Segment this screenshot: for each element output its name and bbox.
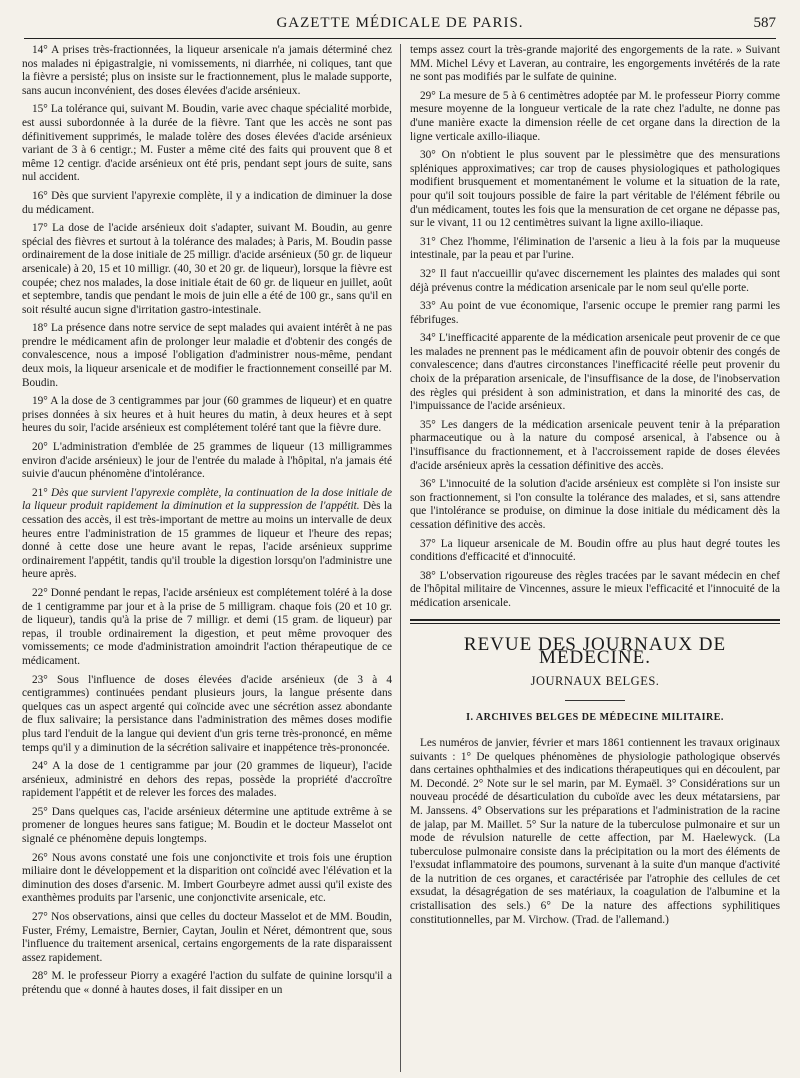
paragraph-text: La présence dans notre service de sept malades qui avaient intérêt à ne pas prendre le médicament afin de prolonger leur maladie et d'obtenir des congés de convalescence, nous a imposé l'obligation d'administrer nous-même, pendant deux mois, la liqueur arsenicale et de modifier le fractionnement conseillé par M. Boudin. bbox=[22, 322, 392, 389]
paragraph-number: 26° bbox=[32, 851, 48, 864]
paragraph-text: A prises très-fractionnées, la liqueur arsenicale n'a jamais déterminé chez nos malades ni épigastralgie, ni vomissements, ni diarrhée, ni coliques, tant que la fièvre a persisté; plus on insiste sur le fractionnement, plus le malade supporte, sans aucun inconvénient, des doses élevées d'acide arsénieux. bbox=[22, 44, 392, 97]
archives-heading: I. ARCHIVES BELGES DE MÉDECINE MILITAIRE. bbox=[466, 712, 724, 724]
paragraph-text: La mesure de 5 à 6 centimètres adoptée par M. le professeur Piorry comme mesure moyenne de la longueur verticale de la rate chez l'adulte, ne donne pas d'une manière exacte la dimension réelle de cet organe dans la direction de la ligne verticale axillo-iliaque. bbox=[410, 89, 780, 143]
paragraph-number: 38° bbox=[420, 569, 436, 582]
paragraph-number: 37° bbox=[420, 537, 436, 550]
paragraph bbox=[22, 322, 392, 390]
paragraph-number: 25° bbox=[32, 805, 48, 818]
paragraph-text: Dès la cessation des accès, il est très-important de mettre au moins un intervalle de deux heures entre l'administration de 15 grammes de liqueur et l'heure des repas; donné à cette dose une heure avant le repas, l'acide arsénieux supprime ordinairement l'appétit, tandis qu'il trouble la digestion lorsqu'on l'administre une heure après. bbox=[22, 500, 392, 581]
paragraph bbox=[410, 149, 780, 231]
paragraph bbox=[22, 911, 392, 965]
paragraph bbox=[410, 44, 780, 85]
paragraph bbox=[410, 332, 780, 414]
right-column bbox=[410, 44, 780, 1072]
paragraph-text: Dès que survient l'apyrexie complète, il y a indication de diminuer la dose du médicament. bbox=[22, 189, 392, 216]
section-rule-thin bbox=[410, 623, 780, 624]
paragraph-text: La liqueur arsenicale de M. Boudin offre au plus haut degré toutes les conditions d'efficacité et d'innocuité. bbox=[410, 537, 780, 564]
paragraph-text: Les dangers de la médication arsenicale peuvent tenir à la préparation pharmaceutique ou à la nature du composé arsenical, à l'absence ou à l'insuffisance du fractionnement, et à l'accroissement rapide de doses élevées d'acide arsénieux après la cessation définitive des accès. bbox=[410, 418, 780, 472]
paragraph-text: Dans quelques cas, l'acide arsénieux détermine une aptitude extrême à se promener de longues heures sans fatigue; M. Boudin et le docteur Masselot ont signalé ce phénomène depuis longtemps. bbox=[22, 805, 392, 846]
paragraph-number: 21° bbox=[32, 486, 48, 499]
journal-title: GAZETTE MÉDICALE DE PARIS. bbox=[276, 15, 524, 31]
section-rule bbox=[410, 619, 780, 621]
paragraph bbox=[22, 674, 392, 756]
paragraph-number: 34° bbox=[420, 332, 436, 345]
paragraph-text: Nous avons constaté une fois une conjonctivite et trois fois une éruption miliaire dont le développement et la disparition ont coïncidé avec l'élévation et la diminution des doses d'arsenic. M. Imbert Gourbeyre admet aussi qu'il existe des exanthèmes produits par l'arsenic, une conjonctivite arsenicale, etc. bbox=[22, 851, 392, 905]
paragraph-number: 16° bbox=[32, 189, 48, 202]
paragraph-number: 36° bbox=[420, 478, 436, 491]
paragraph-number: 15° bbox=[32, 103, 48, 116]
paragraph-number: 18° bbox=[32, 322, 48, 335]
revue-body: Les numéros de janvier, février et mars 1861 contiennent les travaux originaux suivants : 1° De quelques phénomènes de physiologie pathologique observés dans certaines ophthalmies et des indications thérapeutiques qui en découlent, par M. Decondé. 2° Note sur le sel marin, par M. Eymaël. 3° Considérations sur un nouveau procédé de désarticulation du cuboïde avec les deux métatarsiens, par M. Janssens. 4° Observations sur les préparations et l'administration de la racine de jalap, par M. Maillet. 5° Sur la nature de la tuberculose pulmonaire et sur un mode de révulsion naturelle de cette affection, par M. Haelewyck. (La tuberculose pulmonaire consiste dans la précipitation ou la mort des éléments de l'exsudat inflammatoire des poumons, survenant à la suite d'un manque d'activité de la nutrition de ces organes, et caractérisée par l'atrophie des cellules de cet exsudat, la désagrégation de ses matériaux, la coagulation de l'albumine et la cristallisation des sels.) 6° De la nature des affections syphilitiques constitutionnelles, par M. Virchow. (Trad. de l'allemand.) bbox=[410, 736, 780, 926]
paragraph-text: Il faut n'accueillir qu'avec discernement les plaintes des malades qui sont déjà prévenus contre la médication arsenicale par le nom seul qu'elle porte. bbox=[410, 267, 780, 294]
paragraph-number: 27° bbox=[32, 911, 48, 924]
paragraph bbox=[410, 300, 780, 327]
short-rule bbox=[565, 700, 625, 701]
running-header bbox=[24, 12, 776, 39]
paragraph-text: La dose de l'acide arsénieux doit s'adapter, suivant M. Boudin, au genre spécial des fièvres et surtout à la tolérance des malades; à Paris, M. Boudin passe ordinairement de la dose initiale de 25 milligr. d'acide arsénieux (50 gr. de liqueur arsenicale) à 20, 15 et 10 milligr. (40, 30 et 20 gr. de liqueur), lorsque la fièvre est coupée; chez nos malades, la dose initiale était de 60 gr. de liqueur en juillet, août et septembre, tandis que pendant le mois de juin elle a été de 100 gr., sans qu'il en soit résulté aucun signe d'irritation gastro-intestinale. bbox=[22, 222, 392, 316]
paragraph-text: Chez l'homme, l'élimination de l'arsenic a lieu à la fois par la muqueuse intestinale, par la peau et par l'urine. bbox=[410, 235, 780, 262]
paragraph bbox=[410, 570, 780, 611]
paragraph-text: L'inefficacité apparente de la médication arsenicale peut provenir de ce que les malades ne prennent pas le médicament afin de pouvoir obtenir des congés de convalescence; dans d'autres circonstances l'inefficacité réelle peut provenir du choix de la préparation arsenicale, de l'insuffisance de la dose, de l'inobservation des règles qui président à son administration, et dans la minorité des cas, de l'impuissance de l'acide arsénieux. bbox=[410, 332, 780, 413]
paragraph-text: A la dose de 1 centigramme par jour (20 grammes de liqueur), l'acide arsénieux, administré en dehors des repas, possède la propriété d'accroître rapidement l'appétit et de relever les forces des malades. bbox=[22, 760, 392, 800]
paragraph bbox=[22, 222, 392, 317]
paragraph bbox=[410, 419, 780, 473]
paragraph-number: 22° bbox=[32, 586, 48, 599]
paragraph bbox=[22, 441, 392, 482]
paragraph-text: L'innocuité de la solution d'acide arsénieux est complète si l'on insiste sur son fractionnement, si l'on consulte la tolérance des malades, et si, sans attendre que l'intolérance se produise, on diminue la dose initiale du médicament dès la cessation définitive des accès. bbox=[410, 478, 780, 531]
left-column bbox=[22, 44, 392, 1072]
paragraph bbox=[410, 268, 780, 295]
revue-title: REVUE DES JOURNAUX DE MÉDECINE. bbox=[463, 633, 727, 669]
paragraph bbox=[22, 806, 392, 847]
paragraph bbox=[22, 970, 392, 997]
paragraph-number: 14° bbox=[32, 44, 48, 56]
paragraph-number: 19° bbox=[32, 395, 48, 408]
paragraph-emphasis: Dès que survient l'apyrexie complète, la continuation de la dose initiale de la liqueur produit rapidement la diminution et la suppression de l'appétit. bbox=[22, 486, 392, 513]
paragraph-number: 35° bbox=[420, 418, 436, 431]
paragraph-number: 20° bbox=[32, 441, 48, 454]
paragraph-text: temps assez court la très-grande majorité des engorgements de la rate. » Suivant MM. Michel Lévy et Laveran, au contraire, les engorgements invétérés de la rate ne sont pas modifiés par le sulfate de quinine. bbox=[410, 44, 780, 84]
paragraph-number: 32° bbox=[420, 267, 436, 280]
paragraph-number: 29° bbox=[420, 89, 436, 102]
paragraph bbox=[22, 190, 392, 217]
paragraph-text: L'administration d'emblée de 25 grammes de liqueur (13 milligrammes environ d'acide arsénieux) le jour de l'entrée du malade à l'hôpital, n'a jamais été suivie d'aucun phénomène d'intolérance. bbox=[22, 441, 392, 481]
paragraph-number: 24° bbox=[32, 760, 48, 773]
paragraph bbox=[410, 236, 780, 263]
paragraph-number: 31° bbox=[420, 235, 436, 248]
paragraph-text: On n'obtient le plus souvent par le plessimètre que des mensurations spléniques approximatives; car trop de causes physiologiques et pathologiques modifient brusquement et momentanément le volume et la situation de la rate, pour qu'il soit toujours possible de faire la part véritable de l'élément fébrile ou d'un médicament, toutes les fois que la mensuration de cet organe ne dépasse pas, sur le vivant, 11 ou 12 centimètres suivant la ligne axillo-iliaque. bbox=[410, 149, 780, 230]
paragraph-text: Au point de vue économique, l'arsenic occupe le premier rang parmi les fébrifuges. bbox=[410, 300, 780, 326]
paragraph bbox=[22, 487, 392, 582]
paragraph-number: 33° bbox=[420, 300, 436, 313]
page-number: 587 bbox=[753, 15, 776, 31]
paragraph bbox=[22, 44, 392, 98]
column-divider bbox=[400, 44, 401, 1072]
paragraph-number: 30° bbox=[420, 149, 436, 162]
paragraph-number: 23° bbox=[32, 673, 48, 686]
paragraph bbox=[22, 103, 392, 185]
paragraph-text: Nos observations, ainsi que celles du docteur Masselot et de MM. Boudin, Fuster, Frémy, Lemaistre, Bernier, Caytan, Joulin et Néret, démontrent que, sous l'influence du traitement arsenical, certains engorgements de la rate disparaissent assez rapidement. bbox=[22, 911, 392, 964]
journaux-belges-heading: JOURNAUX BELGES. bbox=[530, 673, 660, 688]
paragraph-text: L'observation rigoureuse des règles tracées par le savant médecin en chef de l'hôpital militaire de Vincennes, assure le mieux l'efficacité et l'innocuité de la médication arsenicale. bbox=[410, 569, 780, 609]
paragraph bbox=[410, 538, 780, 565]
paragraph bbox=[22, 852, 392, 906]
paragraph-number: 17° bbox=[32, 222, 48, 235]
paragraph bbox=[22, 587, 392, 669]
paragraph bbox=[22, 760, 392, 801]
paragraph-text: Donné pendant le repas, l'acide arsénieux est complétement toléré à la dose de 1 centigramme par jour et à la prise de 5 milligram. chaque fois (20 et 10 gr. de liqueur), tandis qu'à la prise de 7 milligr. et demi (15 gram. de liqueur) par repas, il trouble ordinairement la digestion, et peut même provoquer des vomissements; ce mode d'administration amoindrit l'action thérapeutique de ce médicament. bbox=[22, 586, 392, 667]
paragraph bbox=[410, 478, 780, 532]
paragraph-text: La tolérance qui, suivant M. Boudin, varie avec chaque spécialité morbide, est aussi subordonnée à la durée de la fièvre. Tant que les accès ne sont pas définitivement supprimés, le malade tolère des doses élevées d'acide arsénieux variant de 3 à 6 centigr.; M. Fuster a même cité des faits qui prouvent que 8 et même 12 centigr. d'acide arsénieux ont été pris, pendant sept jours de suite, sans nul accident. bbox=[22, 103, 392, 184]
paragraph bbox=[22, 395, 392, 436]
paragraph-text: Sous l'influence de doses élevées d'acide arsénieux (de 3 à 4 centigrammes) continuées pendant plusieurs jours, la langue présente dans quelques cas un aspect argenté qui coïncide avec une sécrétion assez abondante de flux salivaire; la persistance dans l'administration des mêmes doses modifie plus tard l'enduit de la langue qui devient d'un gris terne très-prononcé, en même temps qu'il y a diminution de la sécrétion salivaire et inappétence très-prononcée. bbox=[22, 673, 392, 754]
paragraph-number: 28° bbox=[32, 970, 48, 983]
paragraph bbox=[410, 90, 780, 144]
paragraph-text: M. le professeur Piorry a exagéré l'action du sulfate de quinine lorsqu'il a prétendu que « donné à hautes doses, il fait dissiper en un bbox=[22, 970, 392, 996]
paragraph-text: A la dose de 3 centigrammes par jour (60 grammes de liqueur) et en quatre prises données à six heures et à huit heures du matin, à deux heures et à sept heures du soir, l'acide arsénieux est complétement toléré tant que la fièvre dure. bbox=[22, 395, 392, 435]
